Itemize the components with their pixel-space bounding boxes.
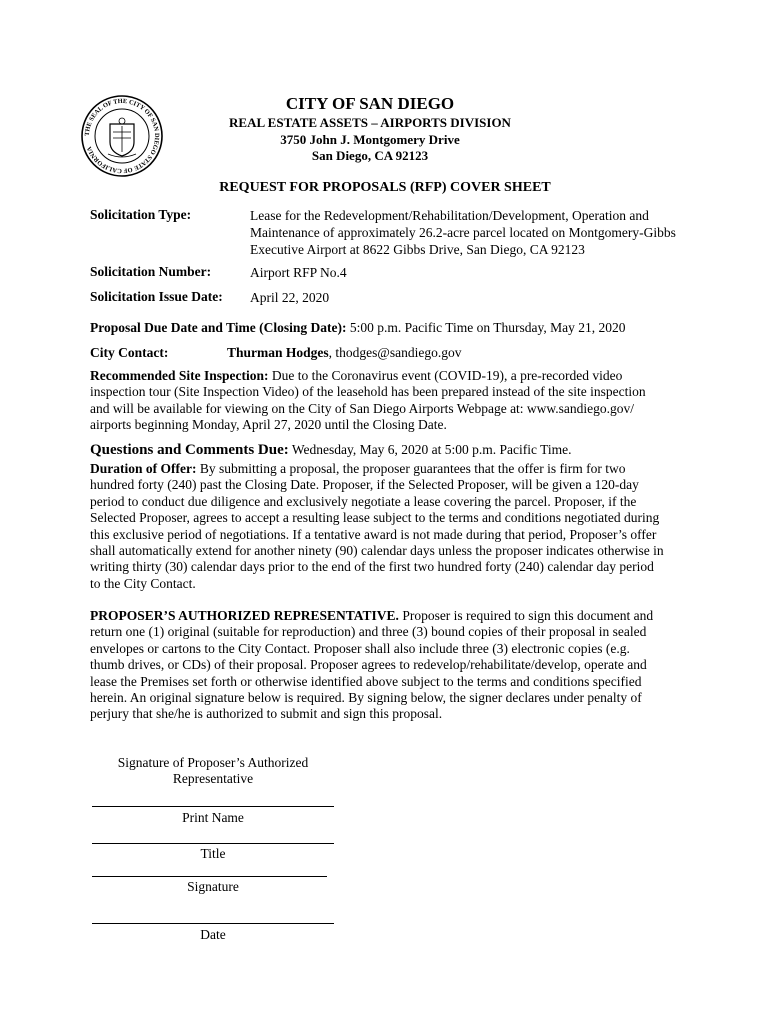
city-contact-value: Thurman Hodges, thodges@sandiego.gov — [227, 345, 462, 360]
print-name-label: Print Name — [182, 810, 244, 825]
solicitation-issue-date-value: April 22, 2020 — [250, 290, 330, 305]
svg-text:THE SEAL OF THE CITY OF SAN DI: THE SEAL OF THE CITY OF SAN DIEGO STATE OF CALIFORNIA — [83, 97, 161, 175]
solicitation-type-label: Solicitation Type: — [90, 207, 192, 222]
solicitation-number-value: Airport RFP No.4 — [250, 265, 347, 280]
title-line[interactable] — [92, 843, 334, 844]
city-contact-label: City Contact: — [90, 345, 169, 360]
solicitation-issue-date-label: Solicitation Issue Date: — [90, 289, 223, 304]
duration-of-offer-paragraph: Duration of Offer: By submitting a proposal, the proposer guarantees that the offer is firm for two hundred forty (240) past the Closing Date. Proposer, if the Selected Proposer, will be given a 120-day period to conduct due diligence and exclusively negotiate a lease covering the parcel. Proposer, if the Selected Proposer, agrees to accept a resulting lease subject to the terms and conditions negotiated during this exclusive period of negotiations. If a tentative award is not made during that period, Proposer’s offer shall automatically extend for another ninety (90) calendar days unless the proposer indicates otherwise in writing thirty (30) calendar days prior to the end of the first two hundred forty (240) calendar day period to the City Contact. — [90, 461, 664, 591]
date-label: Date — [200, 927, 226, 942]
solicitation-type-value: Lease for the Redevelopment/Rehabilitation/Development, Operation and Maintenance of approximately 26.2-acre parcel located on Montgomery-Gibbs Executive Airport at 8622 Gibbs Drive, San Diego, CA 92123 — [250, 208, 676, 257]
site-inspection-paragraph: Recommended Site Inspection: Due to the Coronavirus event (COVID-19), a pre-recorded video inspection tour (Site Inspection Video) of the leasehold has been prepared instead of the site inspection and will be available for viewing on the City of San Diego Airports Webpage at: www.sandiego.gov/ airports beginning Monday, April 27, 2020 until the Closing Date. — [90, 368, 646, 433]
authorized-representative-paragraph: PROPOSER’S AUTHORIZED REPRESENTATIVE. Proposer is required to sign this document and return one (1) original (suitable for reproduction) and three (3) bound copies of their proposal in sealed envelopes or cartons to the City Contact. Proposer shall also include three (3) electronic copies (e.g. thumb drives, or CDs) of their proposal. Proposer agrees to redevelop/rehabilitate/develop, operate and lease the Premises set forth or otherwise identified above subject to the terms and conditions specified herein. An original signature below is required. By signing below, the signer declares under penalty of perjury that she/he is authorized to submit and sign this proposal. — [90, 608, 654, 722]
print-name-line[interactable] — [92, 806, 334, 807]
date-line[interactable] — [92, 923, 334, 924]
document-title: REQUEST FOR PROPOSALS (RFP) COVER SHEET — [219, 180, 551, 195]
city-name: CITY OF SAN DIEGO — [285, 94, 455, 113]
signature-line[interactable] — [92, 876, 327, 877]
signature-block-heading: Signature of Proposer’s Authorized Representative — [117, 755, 309, 786]
title-label: Title — [200, 846, 226, 861]
city-seal-logo — [80, 94, 164, 178]
signature-label: Signature — [187, 879, 239, 894]
proposal-due-date: Proposal Due Date and Time (Closing Date): 5:00 p.m. Pacific Time on Thursday, May 21, 2020 — [90, 320, 626, 335]
questions-due: Questions and Comments Due: Wednesday, May 6, 2020 at 5:00 p.m. Pacific Time. — [90, 442, 572, 458]
address-line-2: San Diego, CA 92123 — [311, 148, 429, 163]
solicitation-number-label: Solicitation Number: — [90, 264, 212, 279]
address-line-1: 3750 John J. Montgomery Drive — [280, 132, 460, 147]
division-name: REAL ESTATE ASSETS – AIRPORTS DIVISION — [229, 115, 511, 130]
